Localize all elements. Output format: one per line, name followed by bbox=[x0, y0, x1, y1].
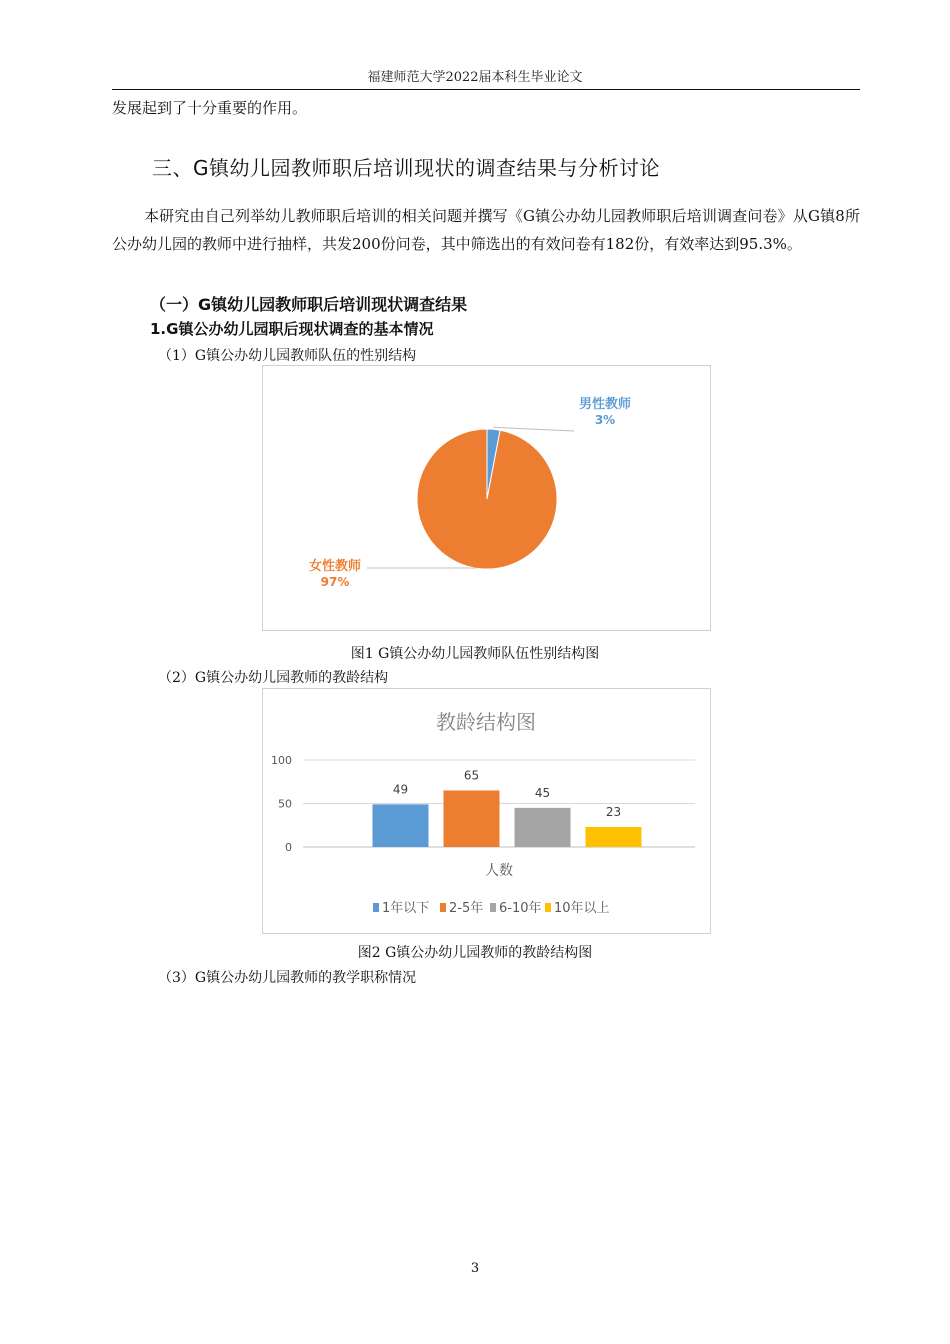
figure-2-caption: 图2 G镇公办幼儿园教师的教龄结构图 bbox=[357, 945, 593, 961]
x-axis-label: 人数 bbox=[485, 863, 513, 879]
pie-slice-1 bbox=[417, 429, 557, 569]
legend-label-0: 1年以下 bbox=[382, 901, 430, 916]
legend-label-2: 6-10年 bbox=[499, 901, 542, 916]
pie-value-label-1: 97% bbox=[320, 575, 350, 589]
bar-data-label-0: 49 bbox=[392, 782, 409, 797]
bar-data-label-1: 65 bbox=[463, 768, 480, 783]
bar-2 bbox=[515, 808, 571, 847]
y-tick-label-0: 0 bbox=[285, 841, 292, 854]
gender-pie-svg bbox=[263, 366, 710, 630]
bar-3 bbox=[586, 827, 642, 847]
running-header: 福建师范大学2022届本科生毕业论文 bbox=[367, 70, 583, 85]
y-tick-label-1: 50 bbox=[278, 797, 292, 811]
bar-data-label-2: 45 bbox=[534, 785, 551, 800]
section-title: 三、G镇幼儿园教师职后培训现状的调查结果与分析讨论 bbox=[152, 156, 660, 180]
carry-over-text: 发展起到了十分重要的作用。 bbox=[112, 99, 308, 117]
subsubsection-title: 1.G镇公办幼儿园职后现状调查的基本情况 bbox=[150, 320, 434, 338]
pie-label-1: 女性教师 bbox=[308, 559, 362, 574]
page-number: 3 bbox=[470, 1261, 480, 1276]
figure-1-caption: 图1 G镇公办幼儿园教师队伍性别结构图 bbox=[350, 646, 600, 662]
pie-label-0: 男性教师 bbox=[578, 397, 632, 412]
legend-label-1: 2-5年 bbox=[449, 901, 484, 916]
bar-0 bbox=[373, 804, 429, 847]
legend-label-3: 10年以上 bbox=[554, 901, 610, 916]
teaching-age-bar-chart bbox=[262, 688, 711, 934]
body-paragraph: 本研究由自己列举幼儿教师职后培训的相关问题并撰写《G镇公办幼儿园教师职后培训调查问卷》从G镇8所公办幼儿园的教师中进行抽样，共发200份问卷，其中筛选出的有效问卷有182份，有效率达到95.3%。 bbox=[112, 207, 860, 253]
bar-1 bbox=[444, 790, 500, 847]
header-rule bbox=[112, 89, 860, 90]
item-gender-structure: （1）G镇公办幼儿园教师队伍的性别结构 bbox=[158, 348, 417, 364]
legend-swatch-3 bbox=[545, 903, 551, 912]
item-teaching-age: （2）G镇公办幼儿园教师的教龄结构 bbox=[158, 670, 389, 686]
teaching-age-bar-svg bbox=[263, 689, 710, 933]
subsection-title: （一）G镇幼儿园教师职后培训现状调查结果 bbox=[150, 295, 468, 314]
legend-swatch-1 bbox=[440, 903, 446, 912]
gender-pie-chart bbox=[262, 365, 711, 631]
legend-swatch-2 bbox=[490, 903, 496, 912]
pie-leader-line-0 bbox=[494, 427, 574, 431]
item-title-status: （3）G镇公办幼儿园教师的教学职称情况 bbox=[158, 970, 417, 986]
legend-swatch-0 bbox=[373, 903, 379, 912]
bar-data-label-3: 23 bbox=[605, 804, 622, 819]
bar-chart-title: 教龄结构图 bbox=[436, 710, 536, 734]
pie-value-label-0: 3% bbox=[594, 413, 616, 427]
y-tick-label-2: 100 bbox=[271, 754, 292, 767]
